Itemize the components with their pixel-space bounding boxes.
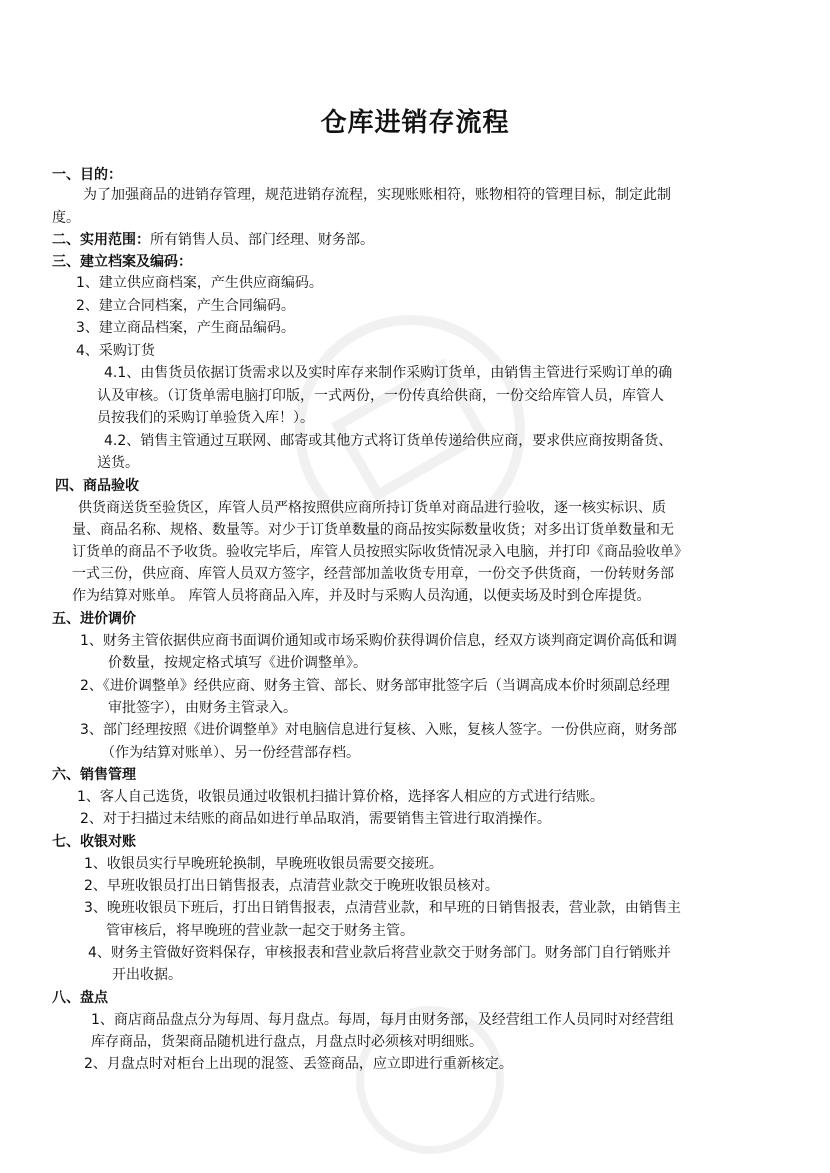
paragraph-line: 价数量，按规定格式填写《进价调整单》。	[108, 655, 367, 671]
list-item: 4、采购订货	[76, 343, 155, 359]
paragraph-line: 4.1、由售货员依据订货需求以及实时库存来制作采购订货单，由销售主管进行采购订单的确	[104, 365, 673, 381]
list-item: 2、建立合同档案，产生合同编码。	[76, 298, 295, 314]
paragraph-line: （作为结算对账单）、另一份经营部存档。	[101, 745, 360, 761]
heading-scope: 二、实用范围：	[52, 232, 150, 248]
paragraph-line: 订货单的商品不予收货。验收完毕后，库管人员按照实际收货情况录入电脑，并打印《商品验收单》	[72, 544, 688, 560]
heading-archive: 三、建立档案及编码：	[52, 254, 192, 270]
list-item: 1、建立供应商档案，产生供应商编码。	[76, 275, 323, 291]
list-item: 2、月盘点时对柜台上出现的混签、丢签商品，应立即进行重新核定。	[84, 1056, 513, 1072]
paragraph-line: 一式三份，供应商、库管人员双方签字，经营部加盖收货专用章，一份交予供货商，一份转财务部	[72, 566, 674, 582]
paragraph-line: 认及审核。（订货单需电脑打印版，一式两份，一份传真给供商，一份交给库管人员，库管人	[97, 388, 664, 404]
paragraph-line: 度。	[52, 210, 80, 226]
paragraph-line: 管审核后，将早晚班的营业款一起交于财务主管。	[106, 923, 414, 939]
heading-price-adjust: 五、进价调价	[52, 611, 136, 627]
list-item: 2、对于扫描过未结账的商品如进行单品取消，需要销售主管进行取消操作。	[80, 811, 551, 827]
list-item: 2、早班收银员打出日销售报表，点清营业款交于晚班收银员核对。	[84, 878, 499, 894]
list-item: 3、部门经理按照《进价调整单》对电脑信息进行复核、入账，复核人签字。一份供应商，财务部	[80, 722, 677, 738]
paragraph-line: 审批签字），由财务主管录入。	[108, 700, 297, 716]
paragraph-line: 开出收据。	[112, 967, 182, 983]
paragraph-line: 供货商送货至验货区，库管人员严格按照供应商所持订货单对商品进行验收，逐一核实标识、质	[78, 500, 666, 516]
paragraph-line: 库存商品，货架商品随机进行盘点，月盘点时必须核对明细账。	[91, 1034, 483, 1050]
paragraph-line: 4.2、销售主管通过互联网、邮寄或其他方式将订货单传递给供应商，要求供应商按期备货、	[104, 433, 673, 449]
list-item: 1、财务主管依据供应商书面调价通知或市场采购价获得调价信息，经双方谈判商定调价高低和调	[80, 633, 677, 649]
list-item: 1、商店商品盘点分为每周、每月盘点。每周，每月由财务部，及经营组工作人员同时对经营组	[91, 1012, 674, 1028]
heading-sales: 六、销售管理	[52, 767, 136, 783]
list-item: 4、财务主管做好资料保存，审核报表和营业款后将营业款交于财务部门。财务部门自行销账并	[88, 945, 671, 961]
paragraph-line: 送货。	[97, 455, 139, 471]
paragraph-line: 量、商品名称、规格、数量等。对少于订货单数量的商品按实际数量收货；对多出订货单数量和无	[72, 522, 674, 538]
scope-text: 所有销售人员、部门经理、财务部。	[150, 232, 374, 248]
heading-inspection: 四、商品验收	[55, 478, 139, 494]
heading-purpose: 一、目的：	[52, 167, 122, 183]
list-item: 2、《进价调整单》经供应商、财务主管、部长、财务部审批签字后（当调高成本价时须副总经理	[80, 678, 670, 694]
paragraph-line: 作为结算对账单。 库管人员将商品入库，并及时与采购人员沟通，以便卖场及时到仓库提货。	[72, 588, 651, 604]
heading-stocktake: 八、盘点	[52, 990, 108, 1006]
paragraph-line: 为了加强商品的进销存管理，规范进销存流程，实现账账相符，账物相符的管理目标，制定此制	[83, 187, 671, 203]
list-item: 3、晚班收银员下班后，打出日销售报表，点清营业款，和早班的日销售报表，营业款，由销售主	[84, 900, 681, 916]
list-item: 3、建立商品档案，产生商品编码。	[76, 320, 295, 336]
list-item: 1、收银员实行早晚班轮换制，早晚班收银员需要交接班。	[84, 856, 443, 872]
heading-scope-row	[52, 230, 374, 250]
list-item: 1、客人自己选货，收银员通过收银机扫描计算价格，选择客人相应的方式进行结账。	[77, 789, 604, 805]
heading-cashier: 七、收银对账	[52, 834, 136, 850]
paragraph-line: 员按我们的采购订单验货入库！）。	[97, 410, 314, 426]
page-title: 仓库进销存流程	[320, 108, 510, 138]
